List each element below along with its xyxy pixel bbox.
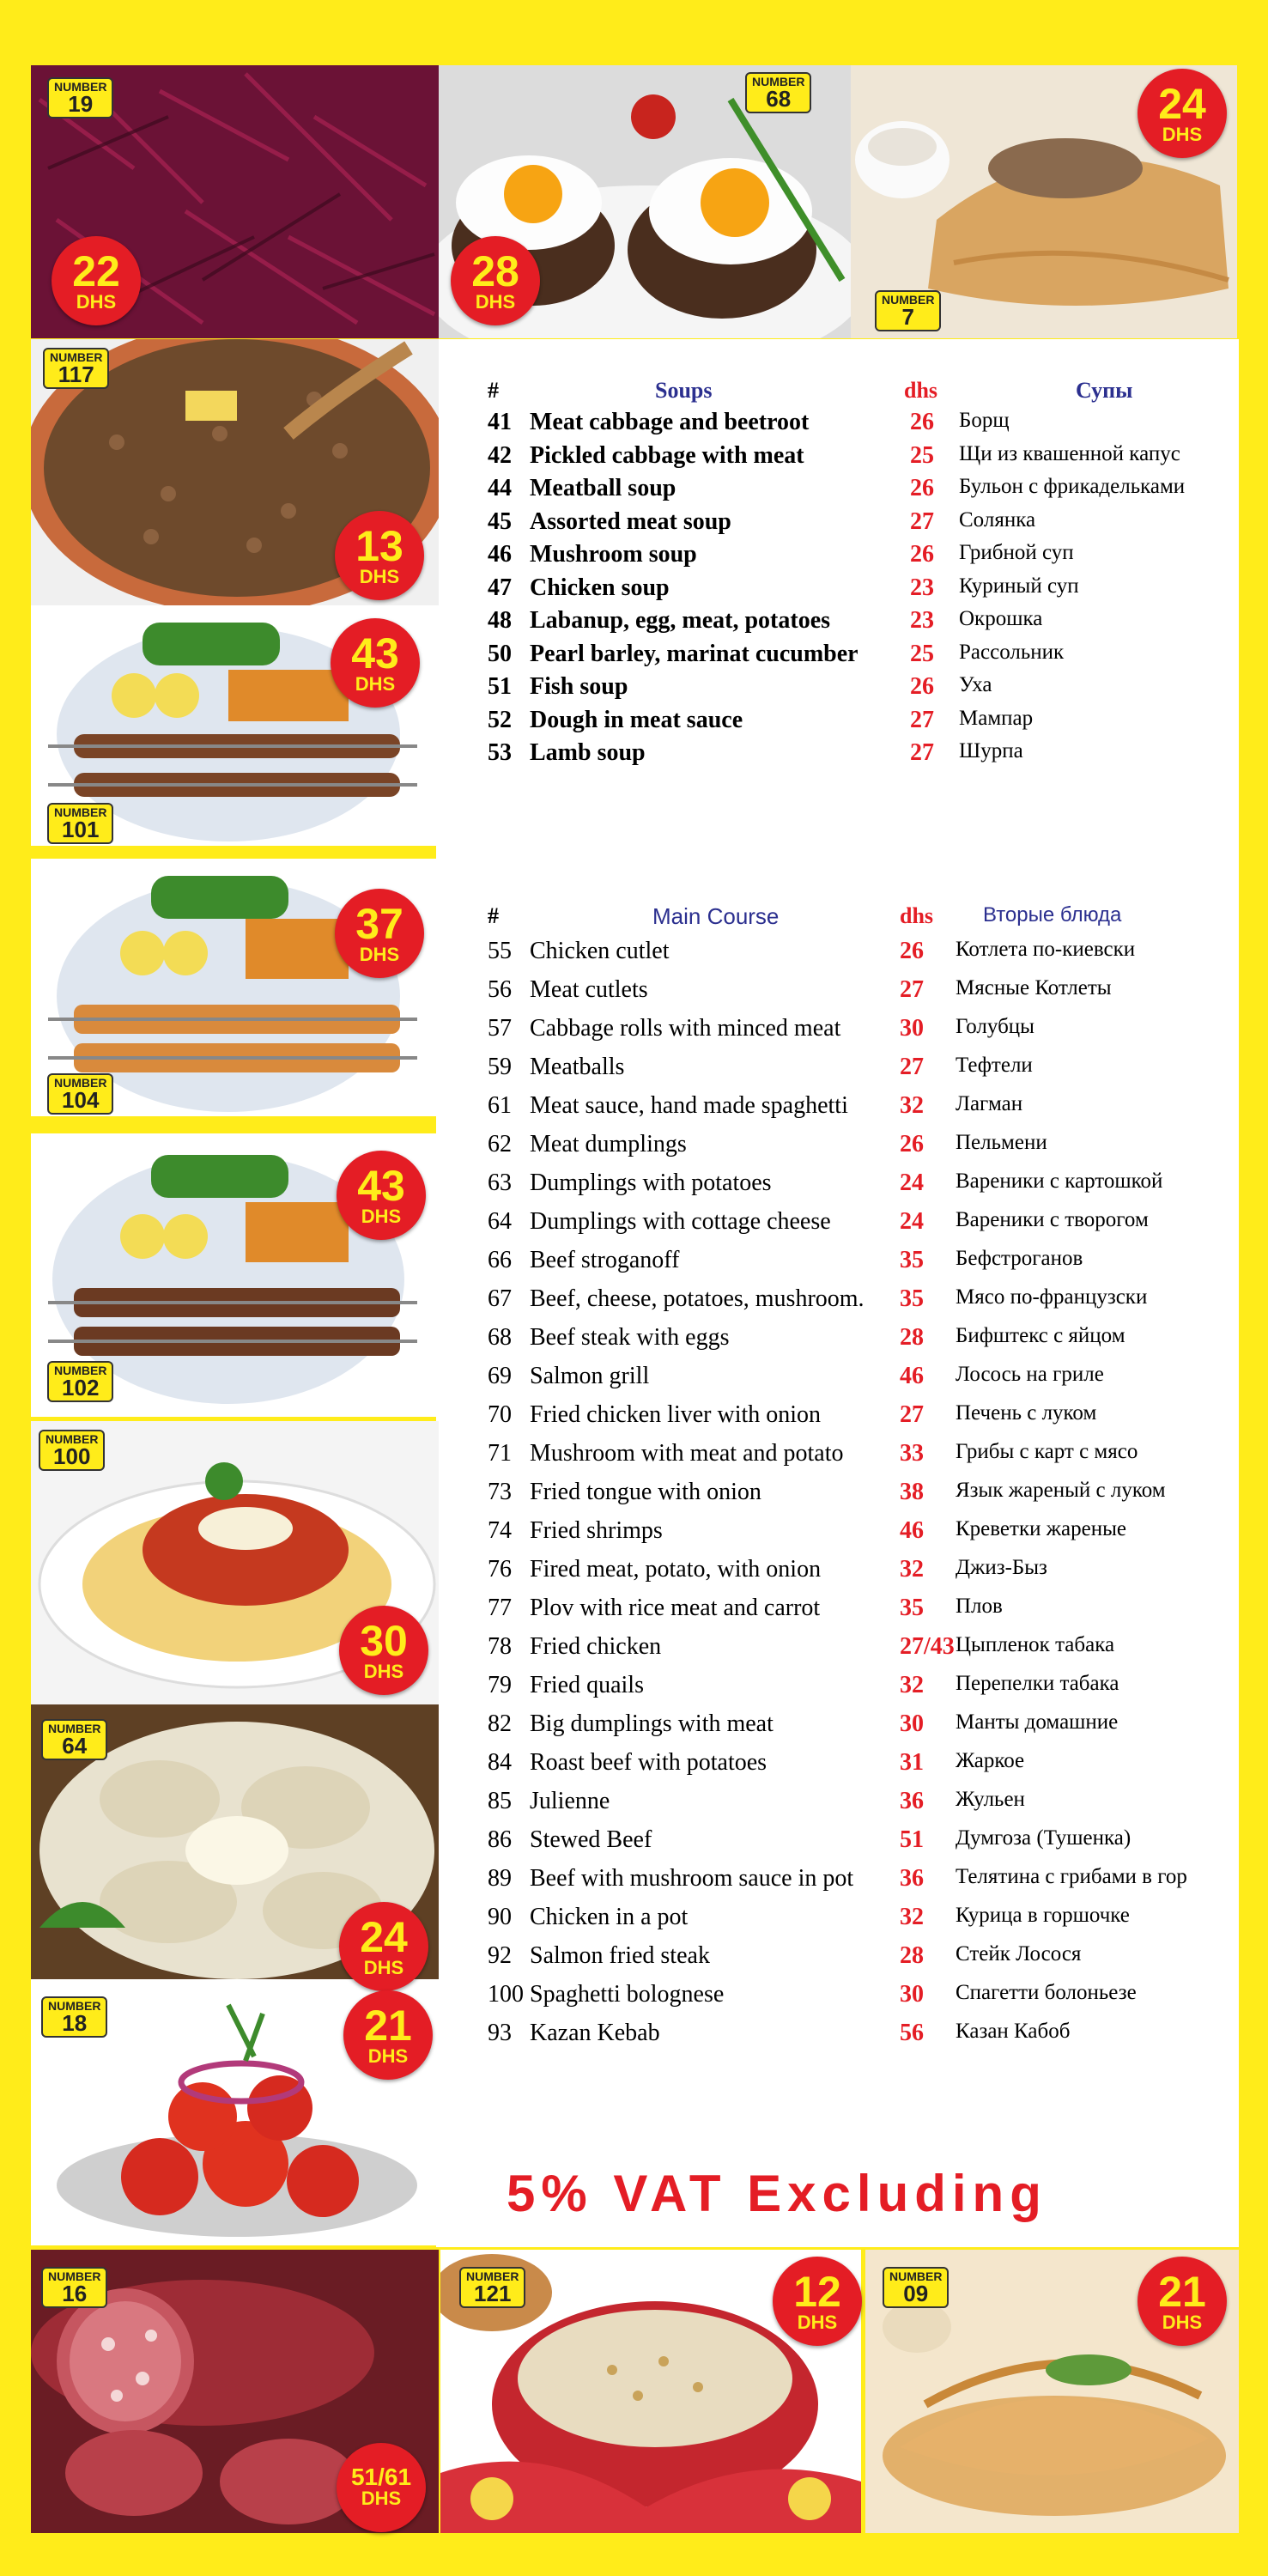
number-tag-label: NUMBER [50, 350, 103, 364]
item-name: Spaghetti bolognese [530, 1981, 725, 2008]
item-number: 61 [488, 1092, 512, 1119]
price-unit: DHS [361, 1206, 402, 1227]
item-name: Meat cutlets [530, 976, 648, 1003]
number-tag-label: NUMBER [889, 2269, 943, 2283]
item-number: 84 [488, 1749, 512, 1776]
item-price: 56 [900, 2020, 924, 2046]
soups-header-ru: Супы [1076, 378, 1133, 403]
item-price: 32 [900, 1556, 924, 1583]
number-tag-label: NUMBER [882, 293, 935, 307]
item-price: 27 [900, 976, 924, 1003]
item-name-ru: Жаркое [956, 1749, 1025, 1772]
price-value: 21 [1158, 2268, 1206, 2316]
item-name: Beef stroganoff [530, 1247, 680, 1273]
item-name-ru: Окрошка [959, 607, 1043, 630]
item-name: Pickled cabbage with meat [530, 441, 804, 469]
menu-item-row [0, 1015, 1268, 1049]
number-tag-value: 100 [53, 1443, 91, 1469]
number-tag-value: 18 [62, 2010, 88, 2036]
item-name-ru: Уха [959, 673, 992, 696]
number-tag-101 [47, 803, 113, 844]
item-name: Lamb soup [530, 739, 646, 766]
item-name-ru: Рассольник [959, 640, 1065, 664]
number-tag-value: 102 [62, 1375, 100, 1400]
item-name: Mushroom with meat and potato [530, 1440, 844, 1467]
number-tag-label: NUMBER [466, 2269, 519, 2283]
item-name-ru: Борщ [959, 409, 1010, 432]
price-badge-28 [451, 236, 540, 325]
item-price: 35 [900, 1595, 924, 1621]
item-number: 57 [488, 1015, 512, 1042]
number-tag-label: NUMBER [54, 80, 107, 94]
item-name-ru: Перепелки табака [956, 1672, 1119, 1695]
menu-item-row [0, 976, 1268, 1011]
item-price: 31 [900, 1749, 924, 1776]
item-price: 32 [900, 1672, 924, 1698]
menu-item-row [0, 707, 1268, 741]
item-number: 41 [488, 409, 512, 435]
item-price: 25 [910, 441, 934, 469]
number-tag-value: 68 [766, 86, 792, 112]
menu-item-row [0, 938, 1268, 972]
price-value: 43 [357, 1162, 405, 1210]
item-price: 30 [900, 1981, 924, 2008]
number-tag-value: 101 [62, 817, 100, 842]
soups-header-num: # [488, 378, 499, 403]
item-name: Pearl barley, marinat cucumber [530, 640, 858, 667]
price-value: 21 [364, 2002, 412, 2050]
menu-item-row [0, 739, 1268, 774]
menu-item-row [0, 1633, 1268, 1668]
item-name: Kazan Kebab [530, 2020, 660, 2046]
item-number: 92 [488, 1942, 512, 1969]
item-name: Dumplings with potatoes [530, 1170, 772, 1196]
main-header-ru: Вторые блюда [983, 903, 1122, 927]
item-price: 33 [900, 1440, 924, 1467]
item-number: 69 [488, 1363, 512, 1389]
price-unit: DHS [359, 566, 400, 587]
item-number: 53 [488, 739, 512, 766]
item-name: Salmon grill [530, 1363, 650, 1389]
number-tag-121 [459, 2267, 525, 2308]
item-name: Meatballs [530, 1054, 625, 1080]
item-number: 47 [488, 574, 512, 601]
item-number: 76 [488, 1556, 512, 1583]
number-tag-117 [43, 348, 109, 389]
menu-item-row [0, 1479, 1268, 1513]
item-name-ru: Язык жареный с луком [956, 1479, 1166, 1502]
menu-item-row [0, 574, 1268, 609]
price-value: 22 [72, 247, 120, 295]
menu-item-row [0, 1749, 1268, 1783]
item-name: Meat cabbage and beetroot [530, 409, 810, 435]
number-tag-value: 16 [62, 2281, 88, 2306]
item-number: 78 [488, 1633, 512, 1660]
item-price: 23 [910, 607, 934, 634]
price-value: 12 [793, 2268, 841, 2316]
item-price: 38 [900, 1479, 924, 1505]
number-tag-value: 117 [58, 361, 94, 387]
item-number: 42 [488, 441, 512, 469]
number-tag-value: 104 [62, 1087, 100, 1113]
number-tag-label: NUMBER [54, 805, 107, 819]
item-name: Stewed Beef [530, 1826, 652, 1853]
number-tag-value: 09 [903, 2281, 929, 2306]
item-name: Meat sauce, hand made spaghetti [530, 1092, 848, 1119]
item-price: 35 [900, 1285, 924, 1312]
item-price: 25 [910, 640, 934, 667]
item-name: Chicken soup [530, 574, 670, 601]
number-tag-7 [875, 290, 941, 331]
item-price: 28 [900, 1324, 924, 1351]
item-price: 36 [900, 1865, 924, 1892]
item-name-ru: Бульон с фрикадельками [959, 475, 1186, 498]
menu-item-row [0, 1247, 1268, 1281]
number-tag-label: NUMBER [54, 1076, 107, 1090]
soups-header-title: Soups [655, 378, 713, 403]
menu-item-row [0, 1826, 1268, 1861]
number-tag-label: NUMBER [54, 1364, 107, 1377]
main-header-price: dhs [900, 903, 934, 928]
item-name-ru: Вареники с творогом [956, 1208, 1149, 1231]
menu-item-row [0, 1904, 1268, 1938]
number-tag-16 [41, 2267, 107, 2308]
item-name: Fired meat, potato, with onion [530, 1556, 822, 1583]
item-price: 32 [900, 1904, 924, 1930]
item-number: 59 [488, 1054, 512, 1080]
item-name-ru: Пельмени [956, 1131, 1047, 1154]
item-name: Fish soup [530, 673, 628, 700]
item-name: Fried quails [530, 1672, 644, 1698]
item-name: Dumplings with cottage cheese [530, 1208, 831, 1235]
item-name: Beef with mushroom sauce in pot [530, 1865, 854, 1892]
item-number: 63 [488, 1170, 512, 1196]
item-number: 74 [488, 1517, 512, 1544]
item-number: 56 [488, 976, 512, 1003]
item-name-ru: Спагетти болоньезе [956, 1981, 1137, 2004]
item-price: 23 [910, 574, 934, 601]
price-unit: DHS [361, 2488, 402, 2509]
item-name: Labanup, egg, meat, potatoes [530, 607, 831, 634]
item-name-ru: Грибной суп [959, 541, 1074, 564]
item-name: Fried chicken [530, 1633, 662, 1660]
item-name-ru: Манты домашние [956, 1710, 1119, 1734]
item-name-ru: Грибы с карт с мясо [956, 1440, 1138, 1463]
menu-item-row [0, 475, 1268, 509]
number-tag-68 [745, 72, 811, 113]
item-price: 27 [900, 1401, 924, 1428]
menu-item-row [0, 541, 1268, 575]
item-price: 26 [910, 673, 934, 700]
item-name: Meat dumplings [530, 1131, 687, 1157]
menu-item-row [0, 641, 1268, 675]
menu-item-row [0, 673, 1268, 708]
menu-item-row [0, 1092, 1268, 1127]
item-name-ru: Щи из квашенной капус [959, 441, 1180, 465]
item-price: 30 [900, 1015, 924, 1042]
menu-item-row [0, 1865, 1268, 1899]
item-name: Dough in meat sauce [530, 706, 743, 733]
item-name-ru: Стейк Лосося [956, 1942, 1082, 1965]
menu-item-row [0, 1401, 1268, 1436]
price-badge-12 [773, 2257, 862, 2346]
item-number: 55 [488, 938, 512, 964]
item-price: 27 [900, 1054, 924, 1080]
item-number: 82 [488, 1710, 512, 1737]
item-name-ru: Бифштекс с яйцом [956, 1324, 1125, 1347]
item-price: 26 [900, 1131, 924, 1157]
item-name-ru: Лосось на гриле [956, 1363, 1104, 1386]
item-name-ru: Плов [956, 1595, 1003, 1618]
item-name: Roast beef with potatoes [530, 1749, 767, 1776]
price-unit: DHS [475, 291, 516, 313]
menu-item-row [0, 1131, 1268, 1165]
item-number: 67 [488, 1285, 512, 1312]
main-header-title: Main Course [652, 903, 780, 929]
menu-item-row [0, 1942, 1268, 1977]
price-unit: DHS [359, 944, 400, 965]
item-name-ru: Думгоза (Тушенка) [956, 1826, 1131, 1850]
item-name-ru: Цыпленок табака [956, 1633, 1115, 1656]
item-number: 46 [488, 541, 512, 568]
number-tag-19 [47, 77, 113, 118]
item-number: 90 [488, 1904, 512, 1930]
number-tag-label: NUMBER [46, 1432, 99, 1446]
item-price: 51 [900, 1826, 924, 1853]
price-unit: DHS [355, 673, 396, 695]
menu-item-row [0, 1324, 1268, 1358]
item-price: 35 [900, 1247, 924, 1273]
item-number: 64 [488, 1208, 512, 1235]
item-name-ru: Креветки жареные [956, 1517, 1126, 1540]
item-price: 24 [900, 1170, 924, 1196]
item-price: 26 [910, 541, 934, 568]
item-number: 71 [488, 1440, 512, 1467]
price-unit: DHS [363, 1957, 404, 1978]
menu-item-row [0, 508, 1268, 543]
item-price: 26 [910, 475, 934, 501]
vat-note: 5% VAT Excluding [507, 2165, 1047, 2222]
item-number: 51 [488, 673, 512, 700]
item-number: 45 [488, 507, 512, 535]
item-name: Chicken in a pot [530, 1904, 689, 1930]
item-price: 26 [900, 938, 924, 964]
item-price: 27/43 [900, 1633, 955, 1660]
item-price: 24 [900, 1208, 924, 1235]
item-name-ru: Тефтели [956, 1054, 1033, 1077]
item-name-ru: Солянка [959, 507, 1036, 532]
menu-item-row [0, 1208, 1268, 1242]
item-name-ru: Вареники с картошкой [956, 1170, 1163, 1193]
item-price: 36 [900, 1788, 924, 1814]
item-name: Mushroom soup [530, 541, 697, 568]
item-price: 27 [910, 507, 934, 535]
menu-item-row [0, 607, 1268, 641]
item-number: 93 [488, 2020, 512, 2046]
item-name-ru: Мясо по-французски [956, 1285, 1148, 1309]
item-name-ru: Казан Кабоб [956, 2020, 1071, 2043]
item-name: Cabbage rolls with minced meat [530, 1015, 841, 1042]
price-value: 24 [360, 1913, 408, 1961]
item-number: 48 [488, 607, 512, 634]
item-name: Fried chicken liver with onion [530, 1401, 822, 1428]
price-badge-51-61 [337, 2443, 426, 2532]
menu-item-row [0, 1981, 1268, 2015]
item-name: Fried shrimps [530, 1517, 663, 1544]
item-name: Salmon fried steak [530, 1942, 710, 1969]
menu-item-row [0, 1517, 1268, 1552]
item-price: 26 [910, 409, 934, 435]
menu-item-row [0, 1440, 1268, 1474]
price-unit: DHS [797, 2312, 838, 2333]
price-badge-24-crepes [1138, 69, 1227, 158]
item-name-ru: Лагман [956, 1092, 1023, 1115]
menu-item-row [0, 1363, 1268, 1400]
item-number: 44 [488, 475, 512, 501]
item-price: 28 [900, 1942, 924, 1969]
item-number: 85 [488, 1788, 512, 1814]
item-number: 100 [488, 1981, 524, 2008]
item-name-ru: Куриный суп [959, 574, 1079, 598]
menu-item-row [0, 1054, 1268, 1088]
item-number: 66 [488, 1247, 512, 1273]
item-number: 50 [488, 640, 512, 667]
menu-item-row [0, 442, 1268, 477]
item-name-ru: Шурпа [959, 739, 1023, 762]
menu-item-row [0, 1788, 1268, 1822]
item-price: 30 [900, 1710, 924, 1737]
item-name-ru: Бефстроганов [956, 1247, 1083, 1270]
menu-item-row [0, 1170, 1268, 1204]
item-number: 77 [488, 1595, 512, 1621]
price-unit: DHS [1162, 2312, 1203, 2333]
price-unit: DHS [363, 1661, 404, 1682]
price-badge-22 [52, 236, 141, 325]
item-price: 32 [900, 1092, 924, 1119]
number-tag-value: 64 [62, 1733, 88, 1759]
item-number: 79 [488, 1672, 512, 1698]
number-tag-label: NUMBER [752, 75, 805, 88]
number-tag-value: 7 [901, 304, 914, 330]
item-name-ru: Мясные Котлеты [956, 976, 1112, 999]
price-value: 13 [355, 522, 403, 570]
price-value: 37 [355, 900, 403, 948]
price-value: 51/61 [350, 2464, 412, 2490]
item-name: Big dumplings with meat [530, 1710, 774, 1737]
item-name: Beef steak with eggs [530, 1324, 730, 1351]
item-number: 52 [488, 706, 512, 733]
item-name: Julienne [530, 1788, 610, 1814]
item-name: Plov with rice meat and carrot [530, 1595, 821, 1621]
item-price: 27 [910, 706, 934, 733]
number-tag-09 [883, 2267, 949, 2308]
item-number: 86 [488, 1826, 512, 1853]
price-value: 28 [471, 247, 519, 295]
number-tag-value: 121 [474, 2281, 512, 2306]
number-tag-label: NUMBER [48, 2269, 101, 2283]
item-number: 68 [488, 1324, 512, 1351]
item-name: Chicken cutlet [530, 938, 670, 964]
item-name-ru: Телятина с грибами в гор [956, 1865, 1187, 1888]
price-badge-21-pancakes [1138, 2257, 1227, 2346]
item-price: 27 [910, 739, 934, 766]
item-name: Assorted meat soup [530, 507, 731, 535]
price-value: 43 [351, 629, 399, 677]
price-value: 24 [1158, 80, 1206, 128]
number-tag-value: 19 [68, 91, 94, 117]
number-tag-label: NUMBER [48, 1999, 101, 2013]
item-name-ru: Жульен [956, 1788, 1025, 1811]
item-name: Fried tongue with onion [530, 1479, 761, 1505]
item-name-ru: Джиз-Быз [956, 1556, 1047, 1579]
menu-item-row [0, 1556, 1268, 1590]
item-name: Meatball soup [530, 475, 676, 501]
main-header-num: # [488, 903, 499, 928]
menu-item-row [0, 1595, 1268, 1629]
item-price: 46 [900, 1363, 924, 1389]
menu-item-row [0, 1672, 1268, 1706]
item-price: 46 [900, 1517, 924, 1544]
price-unit: DHS [76, 291, 117, 313]
item-name-ru: Печень с луком [956, 1401, 1097, 1425]
number-tag-label: NUMBER [48, 1722, 101, 1735]
item-number: 62 [488, 1131, 512, 1157]
item-name-ru: Курица в горшочке [956, 1904, 1130, 1927]
menu-item-row [0, 1710, 1268, 1745]
menu-item-row [0, 409, 1268, 443]
menu-item-row [0, 1285, 1268, 1320]
item-name-ru: Голубцы [956, 1015, 1034, 1038]
price-unit: DHS [1162, 124, 1203, 145]
menu-item-row [0, 2020, 1268, 2054]
soups-header-price: dhs [904, 378, 938, 403]
item-number: 89 [488, 1865, 512, 1892]
item-name-ru: Котлета по-киевски [956, 938, 1136, 961]
item-name-ru: Мампар [959, 706, 1034, 730]
item-number: 73 [488, 1479, 512, 1505]
item-name: Beef, cheese, potatoes, mushroom. [530, 1285, 865, 1312]
price-unit: DHS [367, 2045, 409, 2067]
item-number: 70 [488, 1401, 512, 1428]
price-value: 30 [360, 1617, 408, 1665]
